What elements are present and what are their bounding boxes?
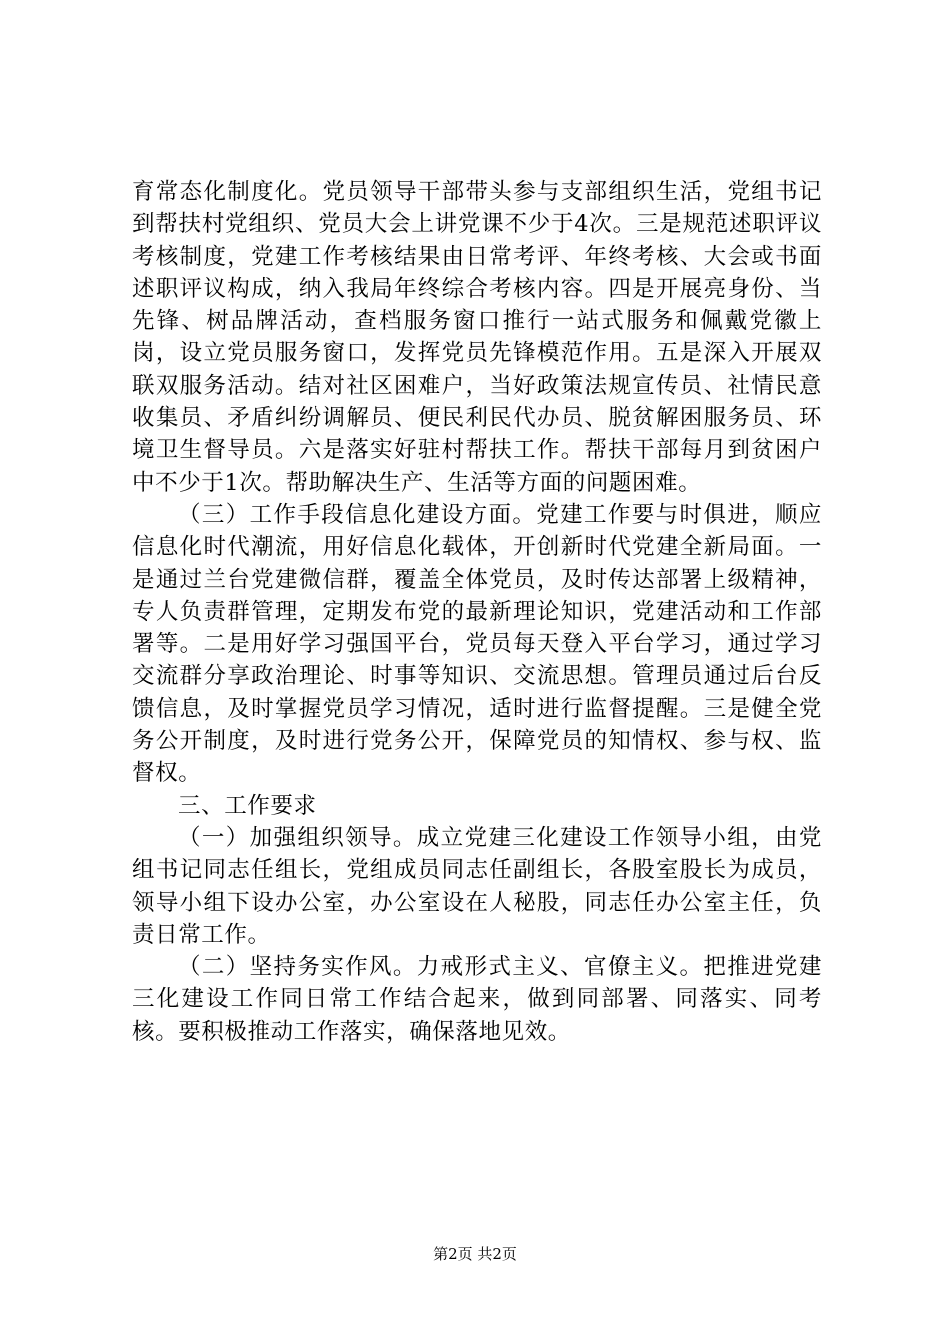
section-heading-work-requirements: 三、工作要求	[178, 792, 317, 819]
page-number-footer: 第2页 共2页	[433, 1245, 517, 1263]
paragraph-informatization: （三）工作手段信息化建设方面。党建工作要与时俱进，顺应信息化时代潮流，用好信息化载体，开创新时代党建全新局面。一是通过兰台党建微信群，覆盖全体党员，及时传达部署上级精神，专人负责群管理，定期发布党的最新理论知识，党建活动和工作部署等。二是用好学习强国平台，党员每天登入平台学习，通过学习交流群分享政治理论、时事等知识、交流思想。管理员通过后台反馈信息，及时掌握党员学习情况，适时进行监督提醒。三是健全党务公开制度，及时进行党务公开，保障党员的知情权、参与权、监督权。	[132, 501, 822, 787]
document-body	[132, 176, 822, 1048]
paragraph-organization-leadership: （一）加强组织领导。成立党建三化建设工作领导小组，由党组书记同志任组长，党组成员同志任副组长，各股室股长为成员，领导小组下设办公室，办公室设在人秘股，同志任办公室主任，负责日常工作。	[132, 824, 822, 948]
paragraph-practical-style: （二）坚持务实作风。力戒形式主义、官僚主义。把推进党建三化建设工作同日常工作结合起来，做到同部署、同落实、同考核。要积极推动工作落实，确保落地见效。	[132, 954, 822, 1045]
paragraph-continuation: 育常态化制度化。党员领导干部带头参与支部组织生活，党组书记到帮扶村党组织、党员大会上讲党课不少于4次。三是规范述职评议考核制度，党建工作考核结果由日常考评、年终考核、大会或书面述职评议构成，纳入我局年终综合考核内容。四是开展亮身份、当先锋、树品牌活动，查档服务窗口推行一站式服务和佩戴党徽上岗，设立党员服务窗口，发挥党员先锋模范作用。五是深入开展双联双服务活动。结对社区困难户，当好政策法规宣传员、社情民意收集员、矛盾纠纷调解员、便民利民代办员、脱贫解困服务员、环境卫生督导员。六是落实好驻村帮扶工作。帮扶干部每月到贫困户中不少于1次。帮助解决生产、生活等方面的问题困难。	[132, 179, 822, 496]
